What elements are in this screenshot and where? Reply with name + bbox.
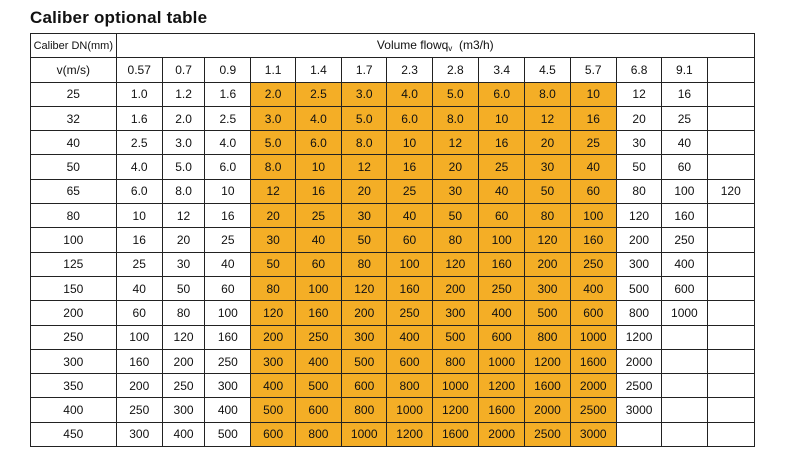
flow-cell: 4.0 xyxy=(387,82,432,106)
flow-cell: 1000 xyxy=(387,398,432,422)
caliber-table xyxy=(30,33,755,447)
table-row xyxy=(31,155,755,179)
flow-cell: 8.0 xyxy=(162,179,204,203)
flow-cell: 200 xyxy=(162,349,204,373)
flow-cell: 16 xyxy=(479,131,525,155)
caliber-dn-cell: 450 xyxy=(31,422,117,446)
flow-cell: 1200 xyxy=(479,374,525,398)
flow-cell: 250 xyxy=(387,301,432,325)
flow-cell: 3.0 xyxy=(342,82,387,106)
flow-cell: 500 xyxy=(251,398,295,422)
flow-cell: 8.0 xyxy=(432,106,478,130)
flow-cell xyxy=(707,374,754,398)
flow-cell: 160 xyxy=(387,276,432,300)
flow-cell: 16 xyxy=(662,82,707,106)
flow-cell: 5.0 xyxy=(342,106,387,130)
flow-cell: 8.0 xyxy=(251,155,295,179)
flow-cell: 300 xyxy=(251,349,295,373)
flow-cell: 12 xyxy=(432,131,478,155)
flow-cell: 1600 xyxy=(525,374,570,398)
flow-cell: 600 xyxy=(295,398,341,422)
flow-cell: 40 xyxy=(662,131,707,155)
flow-cell: 160 xyxy=(662,204,707,228)
flow-cell: 2000 xyxy=(570,374,616,398)
flow-cell: 1.6 xyxy=(205,82,251,106)
velocity-row xyxy=(31,58,755,82)
flow-cell: 60 xyxy=(570,179,616,203)
caliber-dn-cell: 250 xyxy=(31,325,117,349)
flow-cell: 4.0 xyxy=(205,131,251,155)
flow-cell: 800 xyxy=(525,325,570,349)
flow-cell: 60 xyxy=(479,204,525,228)
flow-cell xyxy=(662,374,707,398)
flow-cell: 600 xyxy=(662,276,707,300)
header-row xyxy=(31,34,755,58)
caliber-dn-cell: 25 xyxy=(31,82,117,106)
volume-flow-header-cell xyxy=(116,34,754,58)
table-row xyxy=(31,325,755,349)
caliber-dn-cell: 125 xyxy=(31,252,117,276)
flow-cell: 40 xyxy=(387,204,432,228)
flow-cell: 800 xyxy=(616,301,661,325)
velocity-cell: 0.9 xyxy=(205,58,251,82)
flow-cell xyxy=(707,155,754,179)
flow-cell: 1.6 xyxy=(116,106,162,130)
flow-cell: 1200 xyxy=(432,398,478,422)
flow-cell: 160 xyxy=(570,228,616,252)
flow-cell xyxy=(662,422,707,446)
flow-cell: 1600 xyxy=(479,398,525,422)
flow-cell: 1.0 xyxy=(116,82,162,106)
flow-cell: 600 xyxy=(251,422,295,446)
table-row xyxy=(31,374,755,398)
table-row xyxy=(31,131,755,155)
table-row xyxy=(31,422,755,446)
flow-cell: 1000 xyxy=(662,301,707,325)
velocity-cell: 1.1 xyxy=(251,58,295,82)
flow-cell: 500 xyxy=(205,422,251,446)
flow-cell: 6.0 xyxy=(205,155,251,179)
flow-cell: 6.0 xyxy=(387,106,432,130)
flow-cell: 80 xyxy=(525,204,570,228)
volume-flow-unit: (m3/h) xyxy=(452,38,494,53)
flow-cell: 120 xyxy=(251,301,295,325)
flow-cell: 3000 xyxy=(570,422,616,446)
flow-cell: 40 xyxy=(570,155,616,179)
flow-cell: 25 xyxy=(387,179,432,203)
table-row xyxy=(31,106,755,130)
flow-cell: 20 xyxy=(525,131,570,155)
flow-cell: 160 xyxy=(116,349,162,373)
flow-cell: 20 xyxy=(342,179,387,203)
flow-cell: 400 xyxy=(205,398,251,422)
flow-cell: 1.2 xyxy=(162,82,204,106)
flow-cell: 160 xyxy=(479,252,525,276)
flow-cell: 100 xyxy=(570,204,616,228)
flow-cell: 100 xyxy=(205,301,251,325)
flow-cell: 2.0 xyxy=(251,82,295,106)
flow-cell: 400 xyxy=(662,252,707,276)
flow-cell xyxy=(662,398,707,422)
flow-cell: 16 xyxy=(116,228,162,252)
flow-cell: 1600 xyxy=(432,422,478,446)
flow-cell: 40 xyxy=(116,276,162,300)
flow-cell: 30 xyxy=(342,204,387,228)
caliber-dn-cell: 40 xyxy=(31,131,117,155)
caliber-dn-cell: 32 xyxy=(31,106,117,130)
velocity-cell: 0.57 xyxy=(116,58,162,82)
flow-cell: 200 xyxy=(616,228,661,252)
flow-cell xyxy=(707,349,754,373)
flow-cell: 50 xyxy=(432,204,478,228)
flow-cell xyxy=(707,422,754,446)
flow-cell: 200 xyxy=(432,276,478,300)
flow-cell xyxy=(707,228,754,252)
flow-cell: 500 xyxy=(342,349,387,373)
flow-cell: 160 xyxy=(205,325,251,349)
flow-cell: 300 xyxy=(162,398,204,422)
flow-cell: 120 xyxy=(342,276,387,300)
caliber-dn-cell: 65 xyxy=(31,179,117,203)
flow-cell: 600 xyxy=(387,349,432,373)
table-row xyxy=(31,82,755,106)
flow-cell: 40 xyxy=(295,228,341,252)
flow-cell: 250 xyxy=(162,374,204,398)
flow-cell: 300 xyxy=(116,422,162,446)
flow-cell: 60 xyxy=(205,276,251,300)
flow-cell: 50 xyxy=(616,155,661,179)
caliber-dn-cell: 50 xyxy=(31,155,117,179)
flow-cell: 5.0 xyxy=(162,155,204,179)
caliber-dn-cell: 300 xyxy=(31,349,117,373)
flow-cell: 30 xyxy=(251,228,295,252)
caliber-dn-cell: 100 xyxy=(31,228,117,252)
caliber-dn-cell: 150 xyxy=(31,276,117,300)
flow-cell xyxy=(707,204,754,228)
flow-cell: 400 xyxy=(570,276,616,300)
table-row xyxy=(31,301,755,325)
flow-cell: 2500 xyxy=(525,422,570,446)
flow-cell: 3000 xyxy=(616,398,661,422)
flow-cell: 1000 xyxy=(570,325,616,349)
table-row xyxy=(31,398,755,422)
table-row xyxy=(31,252,755,276)
flow-cell: 120 xyxy=(432,252,478,276)
flow-cell: 25 xyxy=(116,252,162,276)
velocity-cell: 3.4 xyxy=(479,58,525,82)
velocity-cell: 0.7 xyxy=(162,58,204,82)
volume-flow-subscript: v xyxy=(448,44,453,54)
flow-cell: 50 xyxy=(525,179,570,203)
flow-cell: 400 xyxy=(295,349,341,373)
flow-cell: 60 xyxy=(662,155,707,179)
flow-cell xyxy=(707,276,754,300)
flow-cell: 30 xyxy=(616,131,661,155)
flow-cell: 600 xyxy=(479,325,525,349)
flow-cell xyxy=(707,131,754,155)
flow-cell: 1200 xyxy=(525,349,570,373)
flow-cell xyxy=(662,325,707,349)
flow-cell: 4.0 xyxy=(295,106,341,130)
caliber-dn-cell: 400 xyxy=(31,398,117,422)
flow-cell: 25 xyxy=(662,106,707,130)
flow-cell: 16 xyxy=(295,179,341,203)
flow-cell: 6.0 xyxy=(116,179,162,203)
flow-cell xyxy=(707,252,754,276)
flow-cell: 1600 xyxy=(570,349,616,373)
velocity-cell: 5.7 xyxy=(570,58,616,82)
flow-cell: 1000 xyxy=(432,374,478,398)
flow-cell: 100 xyxy=(662,179,707,203)
flow-cell: 10 xyxy=(570,82,616,106)
flow-cell: 400 xyxy=(479,301,525,325)
flow-cell: 200 xyxy=(342,301,387,325)
flow-cell: 800 xyxy=(387,374,432,398)
flow-cell xyxy=(662,349,707,373)
flow-cell: 10 xyxy=(116,204,162,228)
volume-flow-label: Volume flowq xyxy=(376,38,449,53)
caliber-dn-cell: 80 xyxy=(31,204,117,228)
flow-cell: 2500 xyxy=(570,398,616,422)
flow-cell: 200 xyxy=(525,252,570,276)
flow-cell: 16 xyxy=(387,155,432,179)
flow-cell: 4.0 xyxy=(116,155,162,179)
caliber-dn-cell: 200 xyxy=(31,301,117,325)
flow-cell: 80 xyxy=(432,228,478,252)
flow-cell xyxy=(707,325,754,349)
flow-cell: 500 xyxy=(616,276,661,300)
flow-cell: 25 xyxy=(479,155,525,179)
flow-cell: 600 xyxy=(570,301,616,325)
flow-cell: 80 xyxy=(162,301,204,325)
flow-cell: 25 xyxy=(570,131,616,155)
velocity-cell: 9.1 xyxy=(662,58,707,82)
flow-cell: 2.5 xyxy=(295,82,341,106)
flow-cell: 100 xyxy=(116,325,162,349)
table-row xyxy=(31,349,755,373)
flow-cell: 300 xyxy=(525,276,570,300)
flow-cell: 250 xyxy=(205,349,251,373)
flow-cell: 12 xyxy=(162,204,204,228)
table-row xyxy=(31,179,755,203)
flow-cell: 50 xyxy=(162,276,204,300)
flow-cell: 25 xyxy=(205,228,251,252)
flow-cell: 10 xyxy=(387,131,432,155)
flow-cell: 20 xyxy=(251,204,295,228)
flow-cell: 80 xyxy=(616,179,661,203)
flow-cell: 20 xyxy=(432,155,478,179)
page-title: Caliber optional table xyxy=(30,8,208,27)
flow-cell: 60 xyxy=(295,252,341,276)
flow-cell xyxy=(707,82,754,106)
flow-cell: 80 xyxy=(251,276,295,300)
flow-cell: 100 xyxy=(387,252,432,276)
flow-cell: 120 xyxy=(707,179,754,203)
flow-cell: 500 xyxy=(295,374,341,398)
flow-cell: 300 xyxy=(432,301,478,325)
flow-cell: 2000 xyxy=(525,398,570,422)
flow-cell: 100 xyxy=(295,276,341,300)
flow-cell: 2.5 xyxy=(205,106,251,130)
flow-cell: 20 xyxy=(162,228,204,252)
flow-cell: 6.0 xyxy=(479,82,525,106)
flow-cell: 250 xyxy=(295,325,341,349)
velocity-cell: 4.5 xyxy=(525,58,570,82)
flow-cell: 30 xyxy=(432,179,478,203)
flow-cell: 200 xyxy=(251,325,295,349)
velocity-cell: 1.4 xyxy=(295,58,341,82)
flow-cell: 250 xyxy=(479,276,525,300)
flow-cell: 160 xyxy=(295,301,341,325)
flow-cell: 800 xyxy=(342,398,387,422)
flow-cell: 8.0 xyxy=(342,131,387,155)
flow-cell: 30 xyxy=(525,155,570,179)
flow-cell: 1000 xyxy=(479,349,525,373)
table-row xyxy=(31,276,755,300)
flow-cell: 1000 xyxy=(342,422,387,446)
flow-cell: 400 xyxy=(162,422,204,446)
flow-cell xyxy=(707,301,754,325)
flow-cell: 300 xyxy=(342,325,387,349)
flow-cell: 10 xyxy=(295,155,341,179)
flow-cell: 40 xyxy=(479,179,525,203)
flow-cell: 3.0 xyxy=(162,131,204,155)
flow-cell: 2.0 xyxy=(162,106,204,130)
flow-cell: 200 xyxy=(116,374,162,398)
flow-cell: 2000 xyxy=(616,349,661,373)
velocity-cell: 1.7 xyxy=(342,58,387,82)
flow-cell: 12 xyxy=(525,106,570,130)
flow-cell xyxy=(707,106,754,130)
flow-cell: 2000 xyxy=(479,422,525,446)
flow-cell: 30 xyxy=(162,252,204,276)
flow-cell: 300 xyxy=(616,252,661,276)
flow-cell: 2500 xyxy=(616,374,661,398)
flow-cell: 400 xyxy=(387,325,432,349)
flow-cell: 250 xyxy=(116,398,162,422)
flow-cell: 60 xyxy=(387,228,432,252)
flow-cell: 3.0 xyxy=(251,106,295,130)
flow-cell: 16 xyxy=(570,106,616,130)
flow-cell: 120 xyxy=(162,325,204,349)
flow-cell: 500 xyxy=(525,301,570,325)
flow-cell: 500 xyxy=(432,325,478,349)
flow-cell xyxy=(616,422,661,446)
flow-cell: 12 xyxy=(251,179,295,203)
flow-cell: 800 xyxy=(432,349,478,373)
flow-cell: 1200 xyxy=(387,422,432,446)
flow-cell: 800 xyxy=(295,422,341,446)
flow-cell: 10 xyxy=(479,106,525,130)
flow-cell: 60 xyxy=(116,301,162,325)
flow-cell: 16 xyxy=(205,204,251,228)
flow-cell: 25 xyxy=(295,204,341,228)
flow-cell: 2.5 xyxy=(116,131,162,155)
flow-cell xyxy=(707,398,754,422)
velocity-cell: 2.3 xyxy=(387,58,432,82)
flow-cell: 10 xyxy=(205,179,251,203)
flow-cell: 400 xyxy=(251,374,295,398)
caliber-dn-cell: 350 xyxy=(31,374,117,398)
flow-cell: 250 xyxy=(662,228,707,252)
table-row xyxy=(31,204,755,228)
flow-cell: 600 xyxy=(342,374,387,398)
velocity-cell xyxy=(707,58,754,82)
flow-cell: 250 xyxy=(570,252,616,276)
flow-cell: 300 xyxy=(205,374,251,398)
table-row xyxy=(31,228,755,252)
flow-cell: 5.0 xyxy=(432,82,478,106)
flow-cell: 40 xyxy=(205,252,251,276)
flow-cell: 100 xyxy=(479,228,525,252)
flow-cell: 50 xyxy=(342,228,387,252)
flow-cell: 8.0 xyxy=(525,82,570,106)
flow-cell: 12 xyxy=(342,155,387,179)
flow-cell: 120 xyxy=(616,204,661,228)
flow-cell: 80 xyxy=(342,252,387,276)
velocity-label-cell: v(m/s) xyxy=(31,58,117,82)
velocity-cell: 2.8 xyxy=(432,58,478,82)
flow-cell: 5.0 xyxy=(251,131,295,155)
velocity-cell: 6.8 xyxy=(616,58,661,82)
flow-cell: 50 xyxy=(251,252,295,276)
flow-cell: 1200 xyxy=(616,325,661,349)
caliber-header-cell: Caliber DN(mm) xyxy=(31,34,117,58)
flow-cell: 120 xyxy=(525,228,570,252)
flow-cell: 6.0 xyxy=(295,131,341,155)
flow-cell: 12 xyxy=(616,82,661,106)
flow-cell: 20 xyxy=(616,106,661,130)
